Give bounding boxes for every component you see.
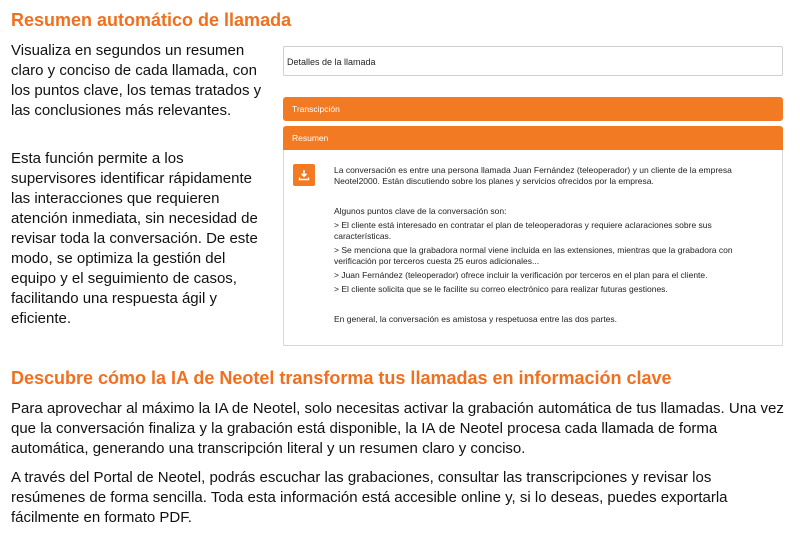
section-title-summary: Resumen automático de llamada bbox=[11, 10, 292, 30]
key-point: > Se menciona que la grabadora normal viene incluida en las extensiones, mientras que la grabadora con verificación por terceros cuesta 25 euros adicionales... bbox=[334, 245, 733, 266]
summary-text bbox=[334, 165, 734, 325]
download-button[interactable] bbox=[293, 164, 315, 186]
body-paragraph-2: A través del Portal de Neotel, podrás escuchar las grabaciones, consultar las transcripciones y revisar los resúmenes de forma sencilla. Toda esta información está accesible online y, si lo deseas, puedes exportarla fácilmente en formato PDF. bbox=[11, 469, 728, 526]
call-details-header[interactable]: Detalles de la llamada bbox=[283, 46, 783, 76]
summary-paragraph: La conversación es entre una persona llamada Juan Fernández (teleoperador) y un cliente de la empresa Neotel2000. Están discutiendo sobre los planes y servicios ofrecidos por la empresa. bbox=[334, 165, 732, 186]
summary-conclusion: En general, la conversación es amistosa y respetuosa entre las dos partes. bbox=[334, 314, 618, 324]
call-summary-widget bbox=[283, 46, 783, 346]
summary-accordion[interactable]: Resumen bbox=[283, 126, 783, 150]
transcription-accordion[interactable]: Transcipción bbox=[283, 97, 783, 121]
body-paragraph-1: Para aprovechar al máximo la IA de Neotel, solo necesitas activar la grabación automática de tus llamadas. Una vez que la conversación finaliza y la grabación está disponible, la IA de Neotel procesa cada llamada de forma automática, generando una transcripción literal y un resumen claro y conciso. bbox=[11, 400, 784, 457]
key-point: > El cliente solicita que se le facilite su correo electrónico para realizar futuras gestiones. bbox=[334, 284, 668, 294]
download-icon bbox=[298, 169, 310, 181]
summary-panel bbox=[283, 150, 783, 346]
section-title-ia: Descubre cómo la IA de Neotel transforma tus llamadas en información clave bbox=[11, 368, 672, 388]
key-point: > Juan Fernández (teleoperador) ofrece incluir la verificación por terceros en el plan para el cliente. bbox=[334, 270, 708, 280]
key-points-intro: Algunos puntos clave de la conversación son: bbox=[334, 206, 507, 216]
key-point: > El cliente está interesado en contratar el plan de teleoperadoras y requiere aclaraciones sobre sus características. bbox=[334, 220, 712, 241]
intro-paragraph-2: Esta función permite a los supervisores identificar rápidamente las interacciones que requieren atención inmediata, sin necesidad de revisar toda la conversación. De este modo, se optimiza la gestión del equipo y el seguimiento de casos, facilitando una respuesta ágil y eficiente. bbox=[11, 150, 258, 327]
intro-paragraph-1: Visualiza en segundos un resumen claro y conciso de cada llamada, con los puntos clave, los temas tratados y las conclusiones más relevantes. bbox=[11, 42, 262, 119]
